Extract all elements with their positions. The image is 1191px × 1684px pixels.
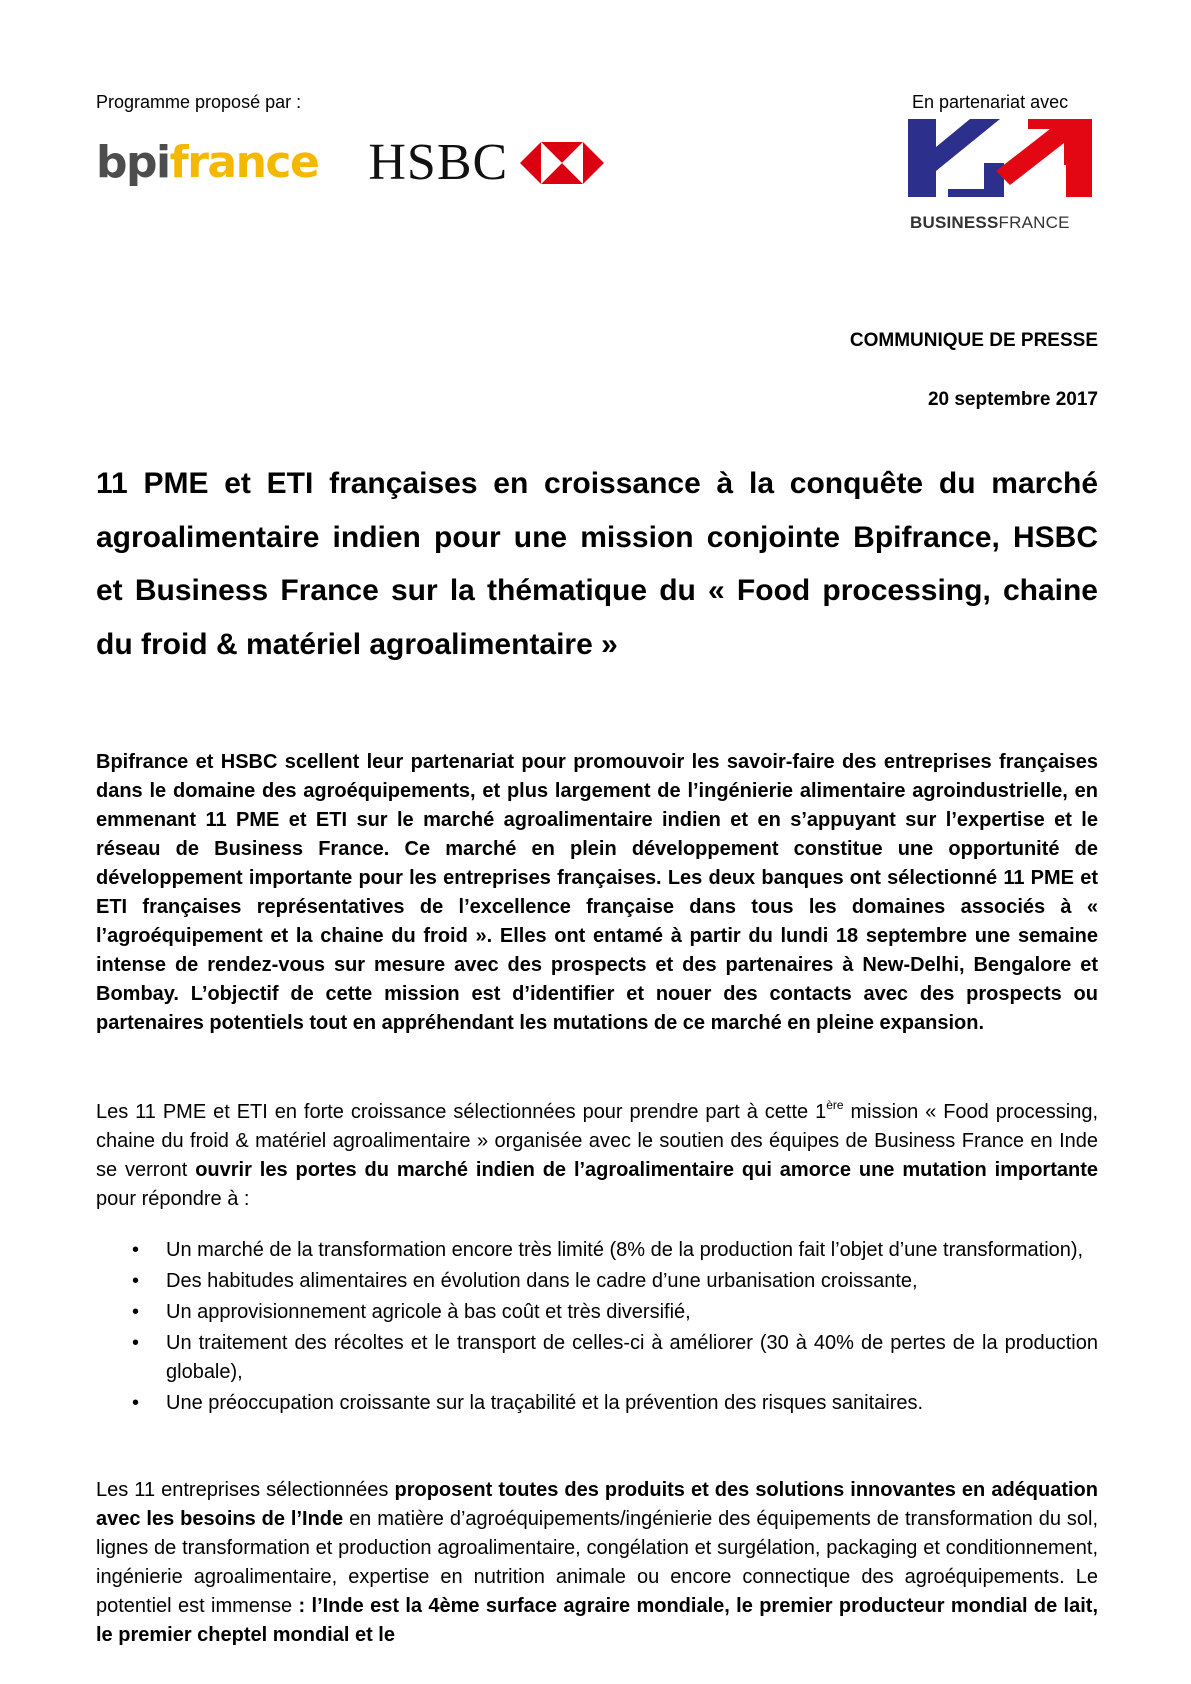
paragraph-text: Les 11 entreprises sélectionnées (96, 1479, 395, 1501)
bullet-icon: • (132, 1301, 140, 1323)
paragraph-text: Les 11 PME et ETI en forte croissance sélectionnées pour prendre part à cette 1 (96, 1101, 827, 1123)
partner-header (908, 92, 1100, 233)
partnership-label: En partenariat avec (912, 92, 1069, 112)
paragraph-bold-text: proposent toutes des produits et des solutions innovantes en adéquation avec les besoins de l’Inde (96, 1479, 1098, 1530)
paragraph-bold-text: : l’Inde est la 4ème surface agraire mondiale, le premier producteur mondial de lait, le premier cheptel mondial et le (96, 1595, 1098, 1646)
business-france-logo-text (910, 213, 1100, 233)
list-item-text: Un marché de la transformation encore très limité (8% de la production fait l’objet d’une transformation), (166, 1239, 1084, 1261)
list-item-text: Un traitement des récoltes et le transport de celles-ci à améliorer (30 à 40% de pertes de la production globale), (166, 1332, 1098, 1383)
sponsor-logos (96, 134, 604, 191)
bpifrance-logo (96, 137, 319, 188)
list-item (96, 1267, 1098, 1296)
page-title: 11 PME et ETI françaises en croissance à la conquête du marché agroalimentaire indien pour une mission conjointe Bpifrance, HSBC et Business France sur la thématique du « Food processing, chaine du froid & matériel agroalimentaire » (96, 467, 1098, 661)
intro-paragraph: Bpifrance et HSBC scellent leur partenariat pour promouvoir les savoir-faire des entreprises françaises dans le domaine des agroéquipements, et plus largement de l’ingénierie alimentaire agroindustrielle, en emmenant 11 PME et ETI sur le marché agroalimentaire indien et en s’appuyant sur l’expertise et le réseau de Business France. Ce marché en plein développement constitue une opportunité de développement importante pour les entreprises françaises. Les deux banques ont sélectionné 11 PME et ETI françaises représentatives de l’excellence française dans tous les domaines associés à « l’agroéquipement et la chaine du froid ». Elles ont entamé à partir du lundi 18 septembre une semaine intense de rendez-vous sur mesure avec des prospects et des partenaires à New-Delhi, Bengalore et Bombay. L’objectif de cette mission est d’identifier et nouer des contacts avec des prospects ou partenaires potentiels tout en appréhendant les mutations de ce marché en pleine expansion. (96, 751, 1098, 1034)
bullet-icon: • (132, 1332, 140, 1354)
business-france-logo-part2: FRANCE (998, 213, 1070, 232)
hsbc-logo (368, 134, 604, 191)
business-france-arrows-icon (908, 119, 1092, 209)
proposed-by-label: Programme proposé par : (96, 92, 302, 112)
paragraph-text: pour répondre à : (96, 1188, 250, 1210)
market-needs-list (96, 1236, 1098, 1420)
press-release-date: 20 septembre 2017 (927, 389, 1098, 410)
paragraph-text: mission « Food processing, chaine du froid & matériel agroalimentaire » organisée avec le soutien des équipes de Business France en Inde se verront (96, 1101, 1098, 1181)
list-item (96, 1236, 1098, 1265)
bpifrance-logo-part1: bpi (96, 137, 170, 188)
bullet-icon: • (132, 1239, 140, 1261)
bullet-icon: • (132, 1392, 140, 1414)
superscript-text: ère (826, 1098, 844, 1112)
list-item-text: Une préoccupation croissante sur la traçabilité et la prévention des risques sanitaires. (166, 1392, 924, 1414)
bpifrance-logo-part2: france (169, 137, 319, 188)
paragraph-bold-text: ouvrir les portes du marché indien de l’agroalimentaire qui amorce une mutation importante (195, 1159, 1098, 1181)
list-item-text: Un approvisionnement agricole à bas coût et très diversifié, (166, 1301, 691, 1323)
paragraph-selection (96, 1098, 1098, 1214)
sponsor-header (96, 92, 604, 189)
list-item (96, 1329, 1098, 1387)
press-release-label: COMMUNIQUE DE PRESSE (849, 330, 1098, 351)
bullet-icon: • (132, 1270, 140, 1292)
business-france-logo-part1: BUSINESS (910, 213, 999, 232)
paragraph-text: en matière d’agroéquipements/ingénierie des équipements de transformation du sol, lignes de transformation et production agroalimentaire, congélation et surgélation, packaging et conditionnement, ingénierie agroalimentaire, expertise en nutrition animale ou encore connectique des agroéquipements. Le potentiel est immense (96, 1508, 1099, 1617)
list-item (96, 1298, 1098, 1327)
list-item (96, 1389, 1098, 1418)
list-item-text: Des habitudes alimentaires en évolution dans le cadre d’une urbanisation croissante, (166, 1270, 918, 1292)
hsbc-logo-text: HSBC (368, 134, 509, 191)
hsbc-hexagon-icon (520, 142, 604, 184)
paragraph-companies (96, 1476, 1098, 1650)
